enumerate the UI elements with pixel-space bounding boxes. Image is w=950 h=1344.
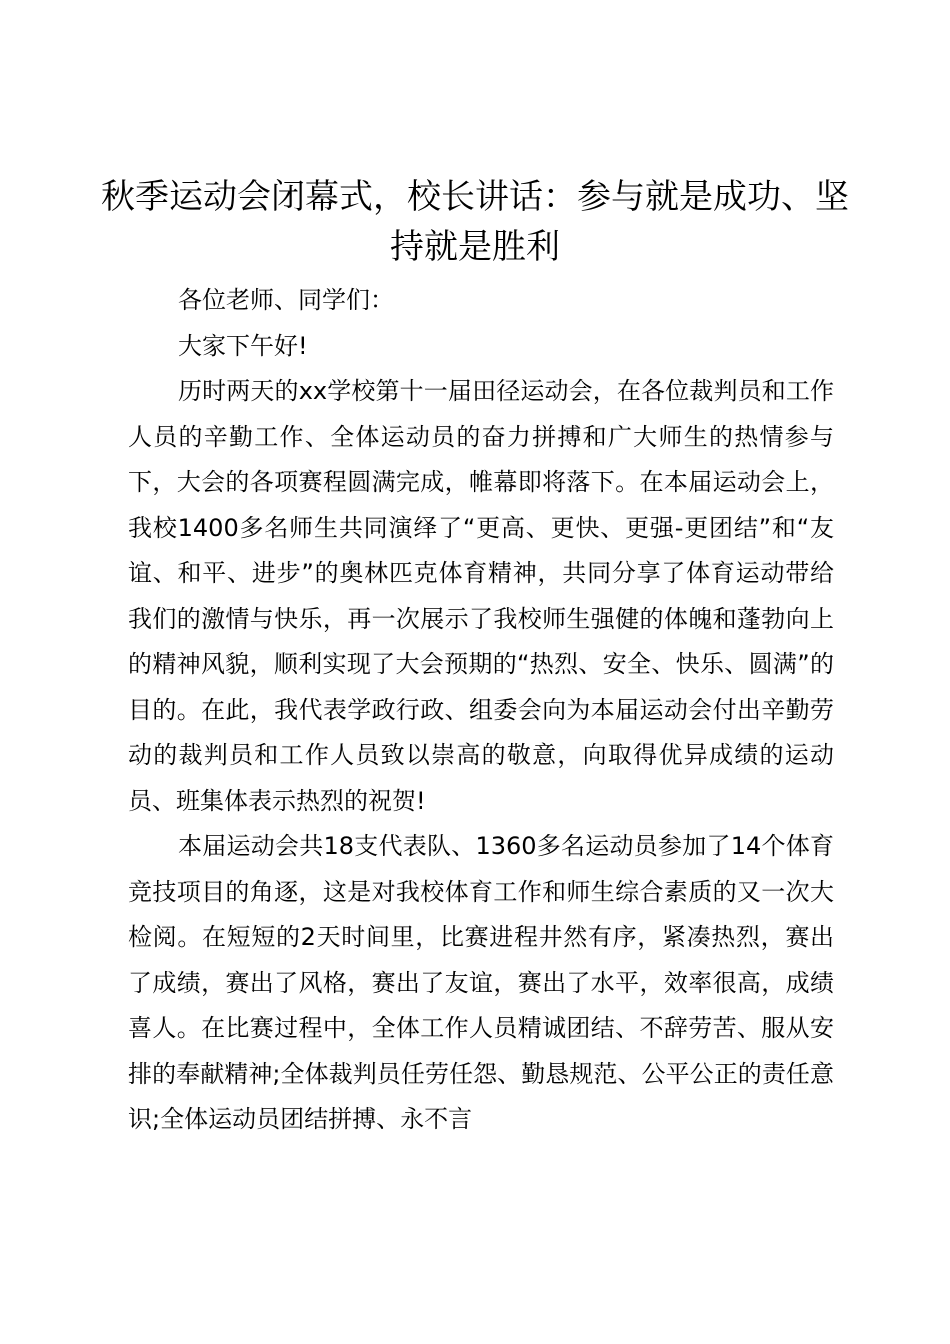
document-body [128,278,834,1143]
body-paragraph: 本届运动会共18支代表队、1360多名运动员参加了14个体育竞技项目的角逐，这是对我校体育工作和师生综合素质的又一次大检阅。在短短的2天时间里，比赛进程井然有序，紧凑热烈，赛出了成绩，赛出了风格，赛出了友谊，赛出了水平，效率很高，成绩喜人。在比赛过程中，全体工作人员精诚团结、不辞劳苦、服从安排的奉献精神;全体裁判员任劳任怨、勤恳规范、公平公正的责任意识;全体运动员团结拼搏、永不言 [128,832,834,1133]
salutation: 各位老师、同学们： [178,286,394,314]
body-paragraph: 历时两天的xx学校第十一届田径运动会，在各位裁判员和工作人员的辛勤工作、全体运动员的奋力拼搏和广大师生的热情参与下，大会的各项赛程圆满完成，帷幕即将落下。在本届运动会上，我校1400多名师生共同演绎了“更高、更快、更强-更团结”和“友谊、和平、进步”的奥林匹克体育精神，共同分享了体育运动带给我们的激情与快乐，再一次展示了我校师生强健的体魄和蓬勃向上的精神风貌，顺利实现了大会预期的“热烈、安全、快乐、圆满”的目的。在此，我代表学政行政、组委会向为本届运动会付出辛勤劳动的裁判员和工作人员致以崇高的敬意，向取得优异成绩的运动员、班集体表示热烈的祝贺! [128,377,834,815]
greeting: 大家下午好! [178,331,308,360]
document-title: 秋季运动会闭幕式，校长讲话：参与就是成功、坚持就是胜利 [101,177,849,267]
